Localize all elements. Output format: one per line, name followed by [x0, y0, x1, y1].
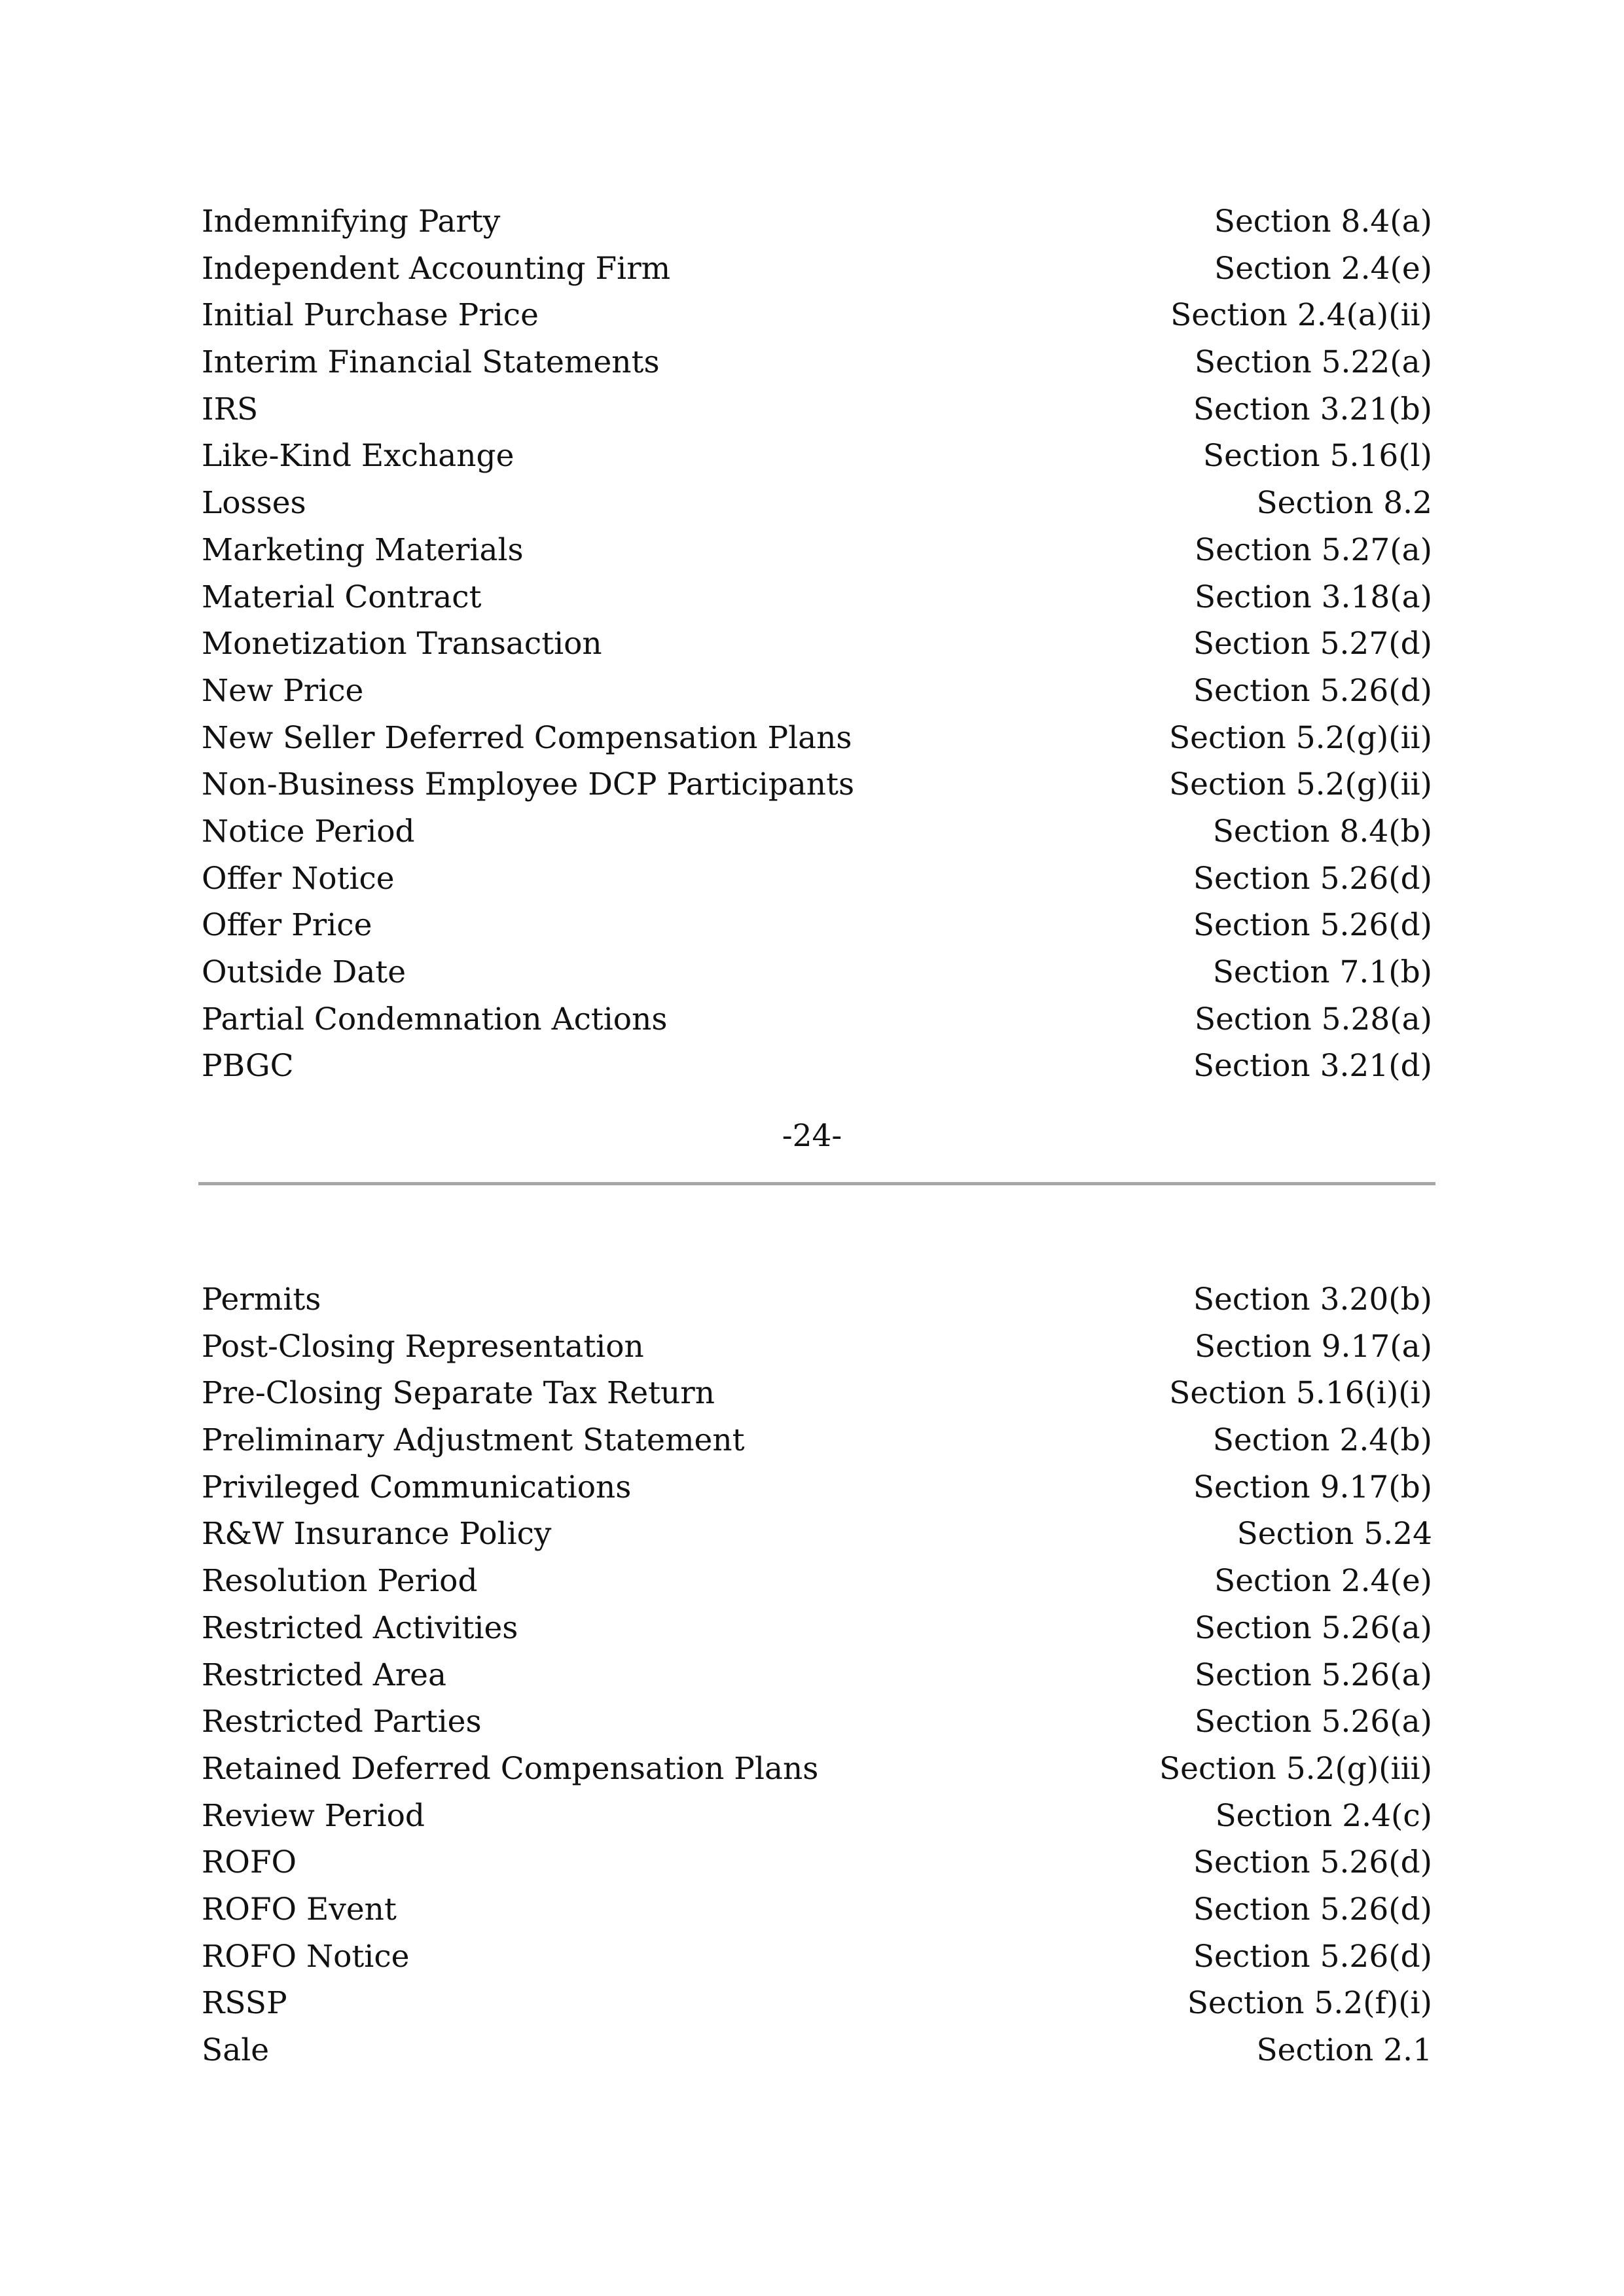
- section-reference: Section 2.4(e): [1214, 250, 1432, 287]
- definitions-index-page-25: [202, 1276, 1432, 2074]
- section-reference: Section 5.26(a): [1194, 1609, 1432, 1646]
- index-entry: [202, 245, 1432, 293]
- page-break-divider: [198, 1182, 1435, 1185]
- section-reference: Section 5.28(a): [1194, 1001, 1432, 1037]
- section-reference: Section 5.2(g)(ii): [1168, 766, 1432, 803]
- section-reference: Section 5.26(d): [1193, 672, 1432, 709]
- section-reference: Section 2.4(a)(ii): [1170, 297, 1432, 334]
- defined-term: Partial Condemnation Actions: [202, 1001, 668, 1037]
- defined-term: Preliminary Adjustment Statement: [202, 1422, 745, 1459]
- index-entry: [202, 1933, 1432, 1981]
- index-entry: [202, 339, 1432, 386]
- index-entry: [202, 1370, 1432, 1417]
- defined-term: Restricted Parties: [202, 1704, 482, 1740]
- section-reference: Section 5.2(g)(iii): [1159, 1750, 1432, 1787]
- index-entry: [202, 715, 1432, 762]
- index-entry: [202, 761, 1432, 808]
- defined-term: Outside Date: [202, 954, 406, 990]
- section-reference: Section 8.2: [1256, 485, 1432, 522]
- section-reference: Section 2.4(b): [1212, 1422, 1432, 1459]
- index-entry: [202, 2027, 1432, 2074]
- defined-term: Retained Deferred Compensation Plans: [202, 1750, 819, 1787]
- defined-term: Post-Closing Representation: [202, 1328, 644, 1365]
- defined-term: Indemnifying Party: [202, 204, 501, 240]
- index-entry: [202, 1980, 1432, 2027]
- defined-term: Losses: [202, 485, 306, 522]
- index-entry: [202, 292, 1432, 339]
- section-reference: Section 2.4(c): [1215, 1797, 1432, 1834]
- section-reference: Section 8.4(b): [1212, 813, 1432, 850]
- index-entry: [202, 1839, 1432, 1886]
- index-entry: [202, 480, 1432, 527]
- defined-term: New Seller Deferred Compensation Plans: [202, 719, 852, 756]
- index-entry: [202, 620, 1432, 668]
- defined-term: IRS: [202, 391, 259, 427]
- section-reference: Section 3.21(b): [1193, 391, 1432, 427]
- defined-term: Independent Accounting Firm: [202, 250, 671, 287]
- index-entry: [202, 1605, 1432, 1652]
- index-entry: [202, 433, 1432, 480]
- index-entry: [202, 1793, 1432, 1840]
- section-reference: Section 8.4(a): [1214, 204, 1432, 240]
- defined-term: ROFO Event: [202, 1891, 397, 1928]
- defined-term: Like-Kind Exchange: [202, 438, 514, 475]
- section-reference: Section 3.18(a): [1194, 579, 1432, 615]
- defined-term: Offer Notice: [202, 860, 395, 897]
- defined-term: Restricted Activities: [202, 1609, 518, 1646]
- section-reference: Section 5.26(d): [1193, 860, 1432, 897]
- section-reference: Section 3.20(b): [1193, 1282, 1432, 1318]
- index-entry: [202, 668, 1432, 715]
- index-entry: [202, 949, 1432, 996]
- defined-term: Permits: [202, 1282, 321, 1318]
- index-entry: [202, 996, 1432, 1043]
- defined-term: New Price: [202, 672, 364, 709]
- section-reference: Section 5.2(g)(ii): [1168, 719, 1432, 756]
- section-reference: Section 5.2(f)(i): [1187, 1985, 1432, 2022]
- section-reference: Section 5.26(d): [1193, 907, 1432, 944]
- section-reference: Section 2.1: [1256, 2032, 1432, 2068]
- section-reference: Section 5.22(a): [1194, 344, 1432, 381]
- index-entry: [202, 198, 1432, 245]
- index-entry: [202, 1886, 1432, 1933]
- section-reference: Section 3.21(d): [1193, 1048, 1432, 1085]
- defined-term: Monetization Transaction: [202, 626, 602, 662]
- index-entry: [202, 1558, 1432, 1605]
- index-entry: [202, 1746, 1432, 1793]
- index-entry: [202, 1511, 1432, 1558]
- defined-term: Offer Price: [202, 907, 372, 944]
- index-entry: [202, 1043, 1432, 1090]
- section-reference: Section 2.4(e): [1214, 1563, 1432, 1600]
- section-reference: Section 5.26(d): [1193, 1938, 1432, 1975]
- index-entry: [202, 527, 1432, 574]
- section-reference: Section 9.17(b): [1193, 1469, 1432, 1505]
- section-reference: Section 5.16(i)(i): [1169, 1375, 1432, 1412]
- page-number: -24-: [782, 1118, 842, 1154]
- index-entry: [202, 855, 1432, 903]
- defined-term: PBGC: [202, 1048, 294, 1085]
- definitions-index-page-24: [202, 198, 1432, 1090]
- index-entry: [202, 1417, 1432, 1464]
- section-reference: Section 5.27(d): [1193, 626, 1432, 662]
- index-entry: [202, 574, 1432, 621]
- defined-term: Sale: [202, 2032, 270, 2068]
- section-reference: Section 9.17(a): [1194, 1328, 1432, 1365]
- section-reference: Section 5.16(l): [1202, 438, 1432, 475]
- defined-term: Pre-Closing Separate Tax Return: [202, 1375, 715, 1412]
- defined-term: Review Period: [202, 1797, 425, 1834]
- section-reference: Section 5.26(d): [1193, 1844, 1432, 1881]
- defined-term: Notice Period: [202, 813, 415, 850]
- defined-term: Non-Business Employee DCP Participants: [202, 766, 855, 803]
- defined-term: R&W Insurance Policy: [202, 1516, 552, 1552]
- section-reference: Section 5.26(a): [1194, 1704, 1432, 1740]
- index-entry: [202, 902, 1432, 949]
- defined-term: ROFO Notice: [202, 1938, 410, 1975]
- index-entry: [202, 808, 1432, 855]
- section-reference: Section 5.24: [1236, 1516, 1432, 1552]
- index-entry: [202, 1276, 1432, 1323]
- defined-term: Initial Purchase Price: [202, 297, 539, 334]
- index-entry: [202, 1323, 1432, 1371]
- index-entry: [202, 1698, 1432, 1746]
- defined-term: Resolution Period: [202, 1563, 478, 1600]
- index-entry: [202, 386, 1432, 433]
- defined-term: Interim Financial Statements: [202, 344, 660, 381]
- defined-term: Material Contract: [202, 579, 482, 615]
- defined-term: Marketing Materials: [202, 531, 524, 568]
- defined-term: RSSP: [202, 1985, 287, 2022]
- defined-term: ROFO: [202, 1844, 297, 1881]
- index-entry: [202, 1652, 1432, 1699]
- section-reference: Section 5.26(a): [1194, 1657, 1432, 1693]
- defined-term: Privileged Communications: [202, 1469, 632, 1505]
- section-reference: Section 5.27(a): [1194, 531, 1432, 568]
- index-entry: [202, 1464, 1432, 1511]
- section-reference: Section 5.26(d): [1193, 1891, 1432, 1928]
- section-reference: Section 7.1(b): [1212, 954, 1432, 990]
- defined-term: Restricted Area: [202, 1657, 447, 1693]
